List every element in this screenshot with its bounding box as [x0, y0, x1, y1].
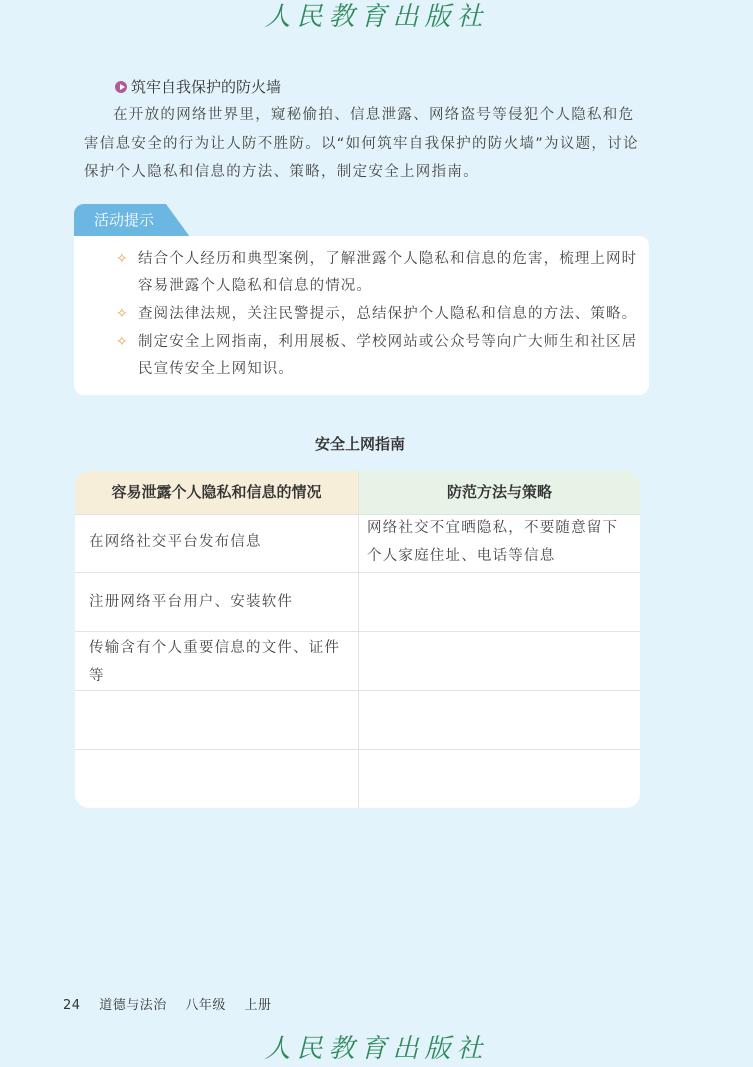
star-bullet-icon: ✧ [116, 306, 129, 322]
book-grade: 八年级 [185, 998, 226, 1013]
book-volume: 上册 [244, 998, 272, 1013]
section-intro: 在开放的网络世界里，窥秘偷拍、信息泄露、网络盗号等侵犯个人隐私和危害信息安全的行为让人防不胜防。以“如何筑牢自我保护的防火墙”为议题，讨论保护个人隐私和信息的方法、策略，制定安全上网指南。 [84, 107, 639, 180]
page-number: 24 [63, 998, 81, 1013]
row-divider [75, 631, 640, 632]
table-cell: 在网络社交平台发布信息 [89, 534, 262, 550]
activity-hint-box [74, 236, 649, 395]
hint-item [116, 329, 638, 383]
section-heading [115, 76, 281, 97]
safety-guide-table [75, 471, 640, 808]
star-bullet-icon: ✧ [116, 334, 129, 350]
page-footer [63, 994, 286, 1013]
publisher-watermark-bottom: 人民教育出版社 [264, 1034, 489, 1064]
hint-text: 结合个人经历和典型案例，了解泄露个人隐私和信息的危害，梳理上网时容易泄露个人隐私和信息的情况。 [138, 251, 638, 294]
column-divider [358, 471, 359, 808]
hint-text: 查阅法律法规，关注民警提示，总结保护个人隐私和信息的方法、策略。 [138, 306, 638, 322]
column-header-strategies: 防范方法与策略 [359, 471, 640, 514]
hint-text: 制定安全上网指南，利用展板、学校网站或公众号等向广大师生和社区居民宣传安全上网知识。 [138, 334, 638, 377]
row-divider [75, 749, 640, 750]
activity-hint-tab: 活动提示 [74, 204, 166, 237]
row-divider [75, 690, 640, 691]
star-bullet-icon: ✧ [116, 251, 129, 267]
table-cell: 注册网络平台用户、安装软件 [89, 594, 294, 610]
table-cell: 传输含有个人重要信息的文件、证件等 [89, 640, 341, 684]
book-title: 道德与法治 [99, 998, 167, 1013]
table-cell: 网络社交不宜晒隐私，不要随意留下个人家庭住址、电话等信息 [367, 520, 619, 564]
play-bullet-icon [115, 81, 127, 93]
hint-item [116, 246, 638, 300]
table-title: 安全上网指南 [314, 435, 405, 453]
column-header-situations: 容易泄露个人隐私和信息的情况 [75, 471, 358, 514]
publisher-watermark-top: 人民教育出版社 [264, 2, 489, 32]
hint-item [116, 301, 638, 328]
row-divider [75, 572, 640, 573]
section-title: 筑牢自我保护的防火墙 [131, 78, 282, 96]
